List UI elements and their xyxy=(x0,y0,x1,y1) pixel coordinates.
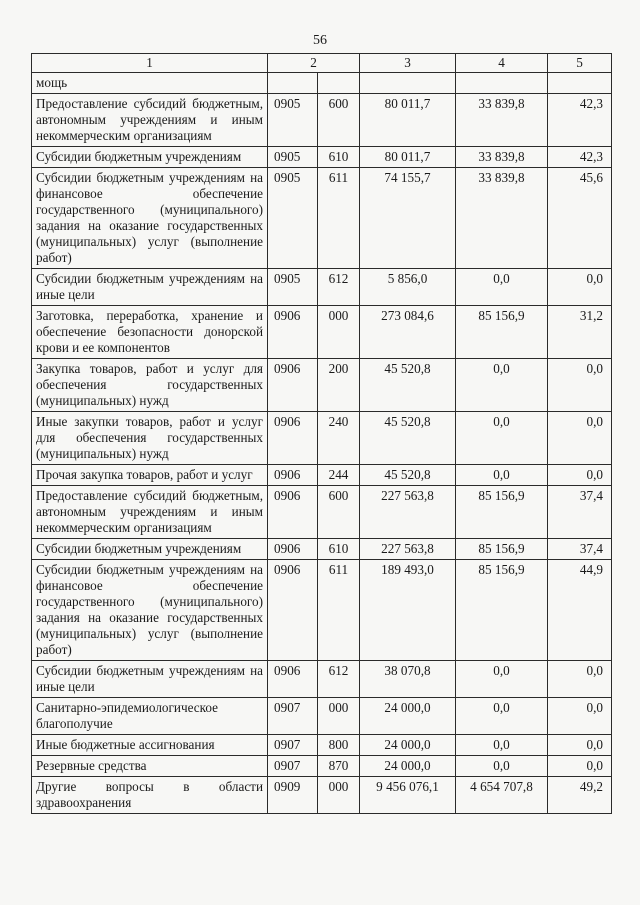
row-code-cell: 0905 xyxy=(268,147,318,168)
row-percent-cell: 42,3 xyxy=(548,147,612,168)
row-subcode-cell: 240 xyxy=(318,412,360,465)
page-number: 56 xyxy=(313,33,327,48)
row-executed-amount-cell: 0,0 xyxy=(456,465,548,486)
row-name-cell: Субсидии бюджетным учреждениям на иные цели xyxy=(32,661,268,698)
row-subcode-cell: 000 xyxy=(318,777,360,814)
row-planned-amount-cell: 45 520,8 xyxy=(360,359,456,412)
row-code-cell: 0906 xyxy=(268,486,318,539)
row-executed-amount-cell: 4 654 707,8 xyxy=(456,777,548,814)
header-col-3: 3 xyxy=(360,54,456,73)
row-percent-cell: 0,0 xyxy=(548,359,612,412)
row-percent-cell: 0,0 xyxy=(548,465,612,486)
row-subcode-cell: 600 xyxy=(318,486,360,539)
row-planned-amount-cell: 80 011,7 xyxy=(360,147,456,168)
table-row xyxy=(32,777,612,814)
table-row xyxy=(32,698,612,735)
row-percent-cell: 49,2 xyxy=(548,777,612,814)
row-name-cell: Иные закупки товаров, работ и услуг для обеспечения государственных (муниципальных) нужд xyxy=(32,412,268,465)
row-executed-amount-cell: 33 839,8 xyxy=(456,147,548,168)
row-percent-cell: 37,4 xyxy=(548,539,612,560)
header-col-4: 4 xyxy=(456,54,548,73)
row-planned-amount-cell: 74 155,7 xyxy=(360,168,456,269)
row-code-cell: 0906 xyxy=(268,465,318,486)
row-subcode-cell xyxy=(318,73,360,94)
table-row xyxy=(32,73,612,94)
row-planned-amount-cell: 189 493,0 xyxy=(360,560,456,661)
row-name-cell: Субсидии бюджетным учреждениям на финансовое обеспечение государственного (муниципального) задания на оказание государственных (муниципальных) услуг (выполнение работ) xyxy=(32,168,268,269)
row-executed-amount-cell: 0,0 xyxy=(456,269,548,306)
row-subcode-cell: 612 xyxy=(318,269,360,306)
row-subcode-cell: 600 xyxy=(318,94,360,147)
row-code-cell: 0905 xyxy=(268,94,318,147)
table-row xyxy=(32,486,612,539)
row-code-cell: 0906 xyxy=(268,560,318,661)
row-percent-cell: 42,3 xyxy=(548,94,612,147)
table-row xyxy=(32,147,612,168)
table-header-row xyxy=(32,54,612,73)
row-percent-cell: 31,2 xyxy=(548,306,612,359)
row-planned-amount-cell: 80 011,7 xyxy=(360,94,456,147)
row-executed-amount-cell: 0,0 xyxy=(456,412,548,465)
row-subcode-cell: 870 xyxy=(318,756,360,777)
row-percent-cell: 37,4 xyxy=(548,486,612,539)
table-row xyxy=(32,539,612,560)
row-executed-amount-cell: 33 839,8 xyxy=(456,168,548,269)
row-code-cell: 0905 xyxy=(268,269,318,306)
table-row xyxy=(32,465,612,486)
table-row xyxy=(32,661,612,698)
table-row xyxy=(32,168,612,269)
row-planned-amount-cell: 24 000,0 xyxy=(360,698,456,735)
row-code-cell: 0909 xyxy=(268,777,318,814)
header-col-1: 1 xyxy=(32,54,268,73)
row-name-cell: Субсидии бюджетным учреждениям на финансовое обеспечение государственного (муниципального) задания на оказание государственных (муниципальных) услуг (выполнение работ) xyxy=(32,560,268,661)
header-col-5: 5 xyxy=(548,54,612,73)
row-code-cell: 0905 xyxy=(268,168,318,269)
row-subcode-cell: 800 xyxy=(318,735,360,756)
row-name-cell: Субсидии бюджетным учреждениям xyxy=(32,539,268,560)
row-name-cell: мощь xyxy=(32,73,268,94)
row-code-cell: 0907 xyxy=(268,756,318,777)
row-percent-cell: 45,6 xyxy=(548,168,612,269)
row-code-cell: 0906 xyxy=(268,539,318,560)
row-executed-amount-cell: 85 156,9 xyxy=(456,539,548,560)
row-planned-amount-cell: 45 520,8 xyxy=(360,465,456,486)
row-percent-cell: 44,9 xyxy=(548,560,612,661)
row-executed-amount-cell: 85 156,9 xyxy=(456,560,548,661)
row-name-cell: Предоставление субсидий бюджетным, автономным учреждениям и иным некоммерческим организациям xyxy=(32,94,268,147)
row-subcode-cell: 612 xyxy=(318,661,360,698)
row-executed-amount-cell: 0,0 xyxy=(456,359,548,412)
row-subcode-cell: 000 xyxy=(318,306,360,359)
row-name-cell: Прочая закупка товаров, работ и услуг xyxy=(32,465,268,486)
header-col-2: 2 xyxy=(268,54,360,73)
row-executed-amount-cell: 0,0 xyxy=(456,735,548,756)
row-name-cell: Предоставление субсидий бюджетным, автономным учреждениям и иным некоммерческим организациям xyxy=(32,486,268,539)
row-subcode-cell: 610 xyxy=(318,539,360,560)
row-planned-amount-cell: 45 520,8 xyxy=(360,412,456,465)
row-executed-amount-cell: 85 156,9 xyxy=(456,306,548,359)
row-percent-cell: 0,0 xyxy=(548,412,612,465)
row-planned-amount-cell: 5 856,0 xyxy=(360,269,456,306)
row-name-cell: Резервные средства xyxy=(32,756,268,777)
row-planned-amount-cell: 24 000,0 xyxy=(360,756,456,777)
table-row xyxy=(32,359,612,412)
row-code-cell: 0906 xyxy=(268,359,318,412)
row-percent-cell: 0,0 xyxy=(548,698,612,735)
row-name-cell: Заготовка, переработка, хранение и обеспечение безопасности донорской крови и ее компонентов xyxy=(32,306,268,359)
budget-table xyxy=(31,53,612,814)
row-planned-amount-cell xyxy=(360,73,456,94)
table-row xyxy=(32,560,612,661)
row-code-cell xyxy=(268,73,318,94)
row-planned-amount-cell: 38 070,8 xyxy=(360,661,456,698)
row-planned-amount-cell: 227 563,8 xyxy=(360,539,456,560)
row-planned-amount-cell: 227 563,8 xyxy=(360,486,456,539)
table-row xyxy=(32,735,612,756)
row-executed-amount-cell: 0,0 xyxy=(456,756,548,777)
row-subcode-cell: 000 xyxy=(318,698,360,735)
row-percent-cell: 0,0 xyxy=(548,661,612,698)
row-name-cell: Другие вопросы в области здравоохранения xyxy=(32,777,268,814)
row-code-cell: 0906 xyxy=(268,661,318,698)
row-executed-amount-cell: 0,0 xyxy=(456,661,548,698)
row-percent-cell: 0,0 xyxy=(548,756,612,777)
row-subcode-cell: 200 xyxy=(318,359,360,412)
table-row xyxy=(32,269,612,306)
row-planned-amount-cell: 273 084,6 xyxy=(360,306,456,359)
table-row xyxy=(32,306,612,359)
row-code-cell: 0906 xyxy=(268,412,318,465)
row-name-cell: Закупка товаров, работ и услуг для обеспечения государственных (муниципальных) нужд xyxy=(32,359,268,412)
row-planned-amount-cell: 24 000,0 xyxy=(360,735,456,756)
table-row xyxy=(32,412,612,465)
row-percent-cell xyxy=(548,73,612,94)
row-code-cell: 0907 xyxy=(268,698,318,735)
row-percent-cell: 0,0 xyxy=(548,735,612,756)
row-percent-cell: 0,0 xyxy=(548,269,612,306)
row-code-cell: 0907 xyxy=(268,735,318,756)
row-planned-amount-cell: 9 456 076,1 xyxy=(360,777,456,814)
table-row xyxy=(32,94,612,147)
row-executed-amount-cell: 0,0 xyxy=(456,698,548,735)
row-subcode-cell: 244 xyxy=(318,465,360,486)
row-executed-amount-cell: 85 156,9 xyxy=(456,486,548,539)
row-code-cell: 0906 xyxy=(268,306,318,359)
row-subcode-cell: 611 xyxy=(318,560,360,661)
row-name-cell: Субсидии бюджетным учреждениям xyxy=(32,147,268,168)
row-subcode-cell: 611 xyxy=(318,168,360,269)
row-executed-amount-cell xyxy=(456,73,548,94)
row-executed-amount-cell: 33 839,8 xyxy=(456,94,548,147)
row-name-cell: Субсидии бюджетным учреждениям на иные цели xyxy=(32,269,268,306)
row-name-cell: Санитарно-эпидемиологическое благополучие xyxy=(32,698,268,735)
table-row xyxy=(32,756,612,777)
row-name-cell: Иные бюджетные ассигнования xyxy=(32,735,268,756)
row-subcode-cell: 610 xyxy=(318,147,360,168)
